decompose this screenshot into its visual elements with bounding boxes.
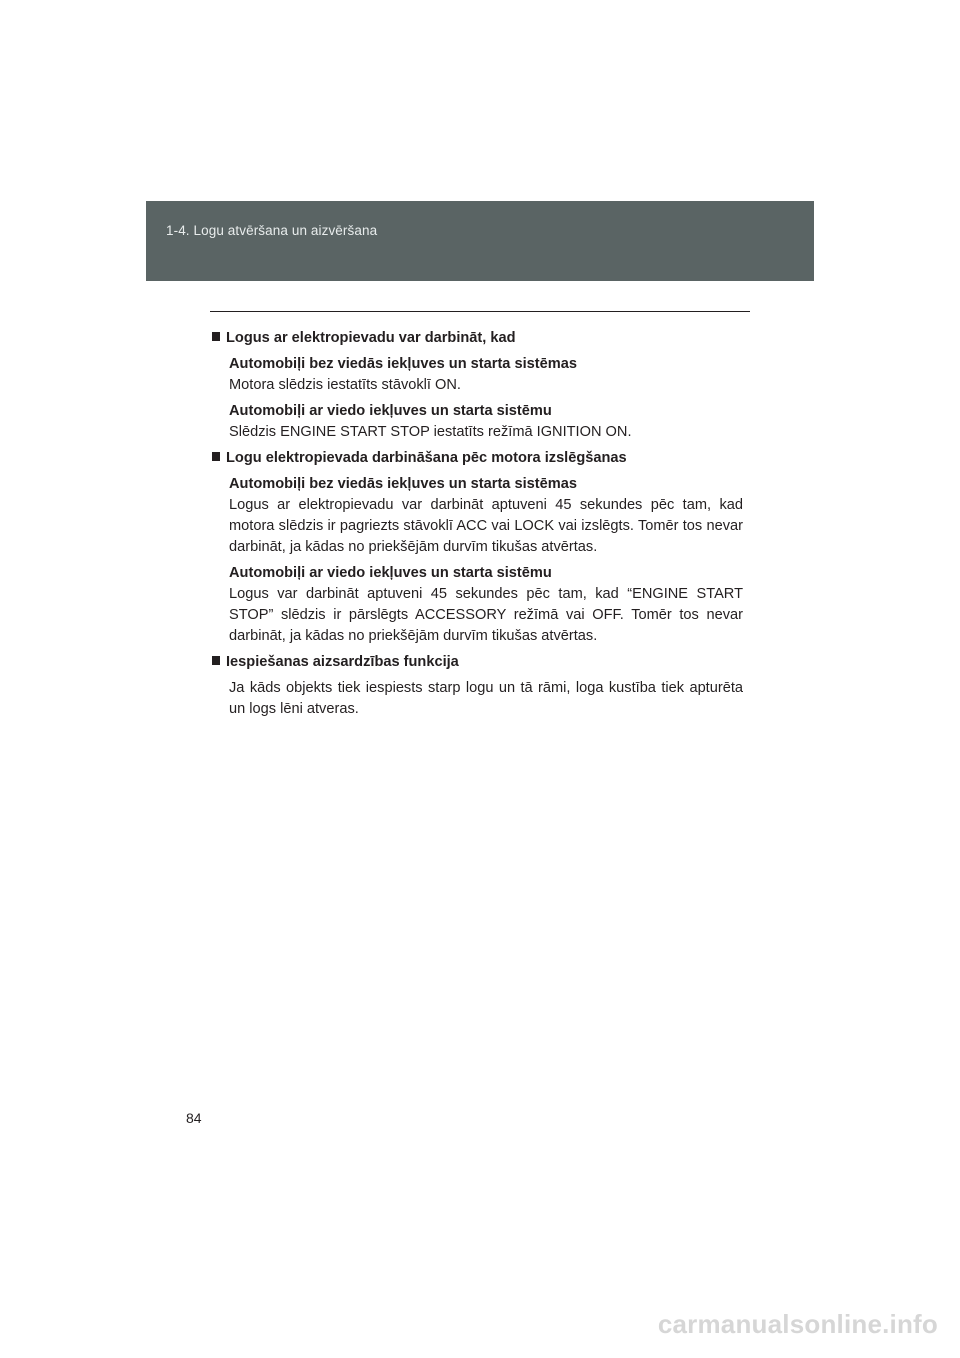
section-jam-protection bbox=[212, 652, 743, 720]
section-after-engine-off bbox=[212, 448, 743, 647]
section-heading-text: Iespiešanas aizsardzības funkcija bbox=[226, 654, 459, 670]
subsection bbox=[212, 354, 743, 396]
page-number: 84 bbox=[186, 1110, 202, 1126]
section-label: 1-4. Logu atvēršana un aizvēršana bbox=[166, 223, 378, 238]
subsection-heading: Automobiļi ar viedo iekļuves un starta sistēmu bbox=[229, 565, 552, 581]
subsection-text: Slēdzis ENGINE START STOP iestatīts režīmā IGNITION ON. bbox=[229, 424, 632, 440]
subsection bbox=[212, 401, 743, 443]
top-divider bbox=[210, 311, 750, 312]
square-bullet-icon bbox=[212, 656, 220, 665]
subsection-text: Ja kāds objekts tiek iespiests starp logu un tā rāmi, loga kustība tiek apturēta un logs lēni atveras. bbox=[229, 680, 743, 717]
watermark: carmanualsonline.info bbox=[657, 1309, 938, 1339]
section-power-windows-operation bbox=[212, 328, 743, 443]
subsection bbox=[212, 563, 743, 647]
subsection bbox=[212, 678, 743, 720]
page-content bbox=[212, 328, 743, 725]
section-heading-text: Logu elektropievada darbināšana pēc motora izslēgšanas bbox=[226, 450, 627, 466]
section-heading bbox=[212, 448, 743, 469]
subsection-text: Logus var darbināt aptuveni 45 sekundes pēc tam, kad “ENGINE START STOP” slēdzis ir pārslēgts ACCESSORY režīmā vai OFF. Tomēr tos nevar darbināt, ja kādas no priekšējām durvīm tikušas atvērtas. bbox=[229, 586, 743, 644]
subsection-text: Motora slēdzis iestatīts stāvoklī ON. bbox=[229, 377, 461, 393]
square-bullet-icon bbox=[212, 452, 220, 461]
square-bullet-icon bbox=[212, 332, 220, 341]
subsection-heading: Automobiļi bez viedās iekļuves un starta sistēmas bbox=[229, 356, 577, 372]
section-heading-text: Logus ar elektropievadu var darbināt, kad bbox=[226, 330, 516, 346]
subsection bbox=[212, 474, 743, 558]
section-heading bbox=[212, 652, 743, 673]
section-heading bbox=[212, 328, 743, 349]
section-header-band bbox=[146, 201, 814, 281]
subsection-heading: Automobiļi bez viedās iekļuves un starta sistēmas bbox=[229, 476, 577, 492]
subsection-text: Logus ar elektropievadu var darbināt aptuveni 45 sekundes pēc tam, kad motora slēdzis ir pagriezts stāvoklī ACC vai LOCK vai izslēgts. Tomēr tos nevar darbināt, ja kādas no priekšējām durvīm tikušas atvērtas. bbox=[229, 497, 743, 555]
subsection-heading: Automobiļi ar viedo iekļuves un starta sistēmu bbox=[229, 403, 552, 419]
